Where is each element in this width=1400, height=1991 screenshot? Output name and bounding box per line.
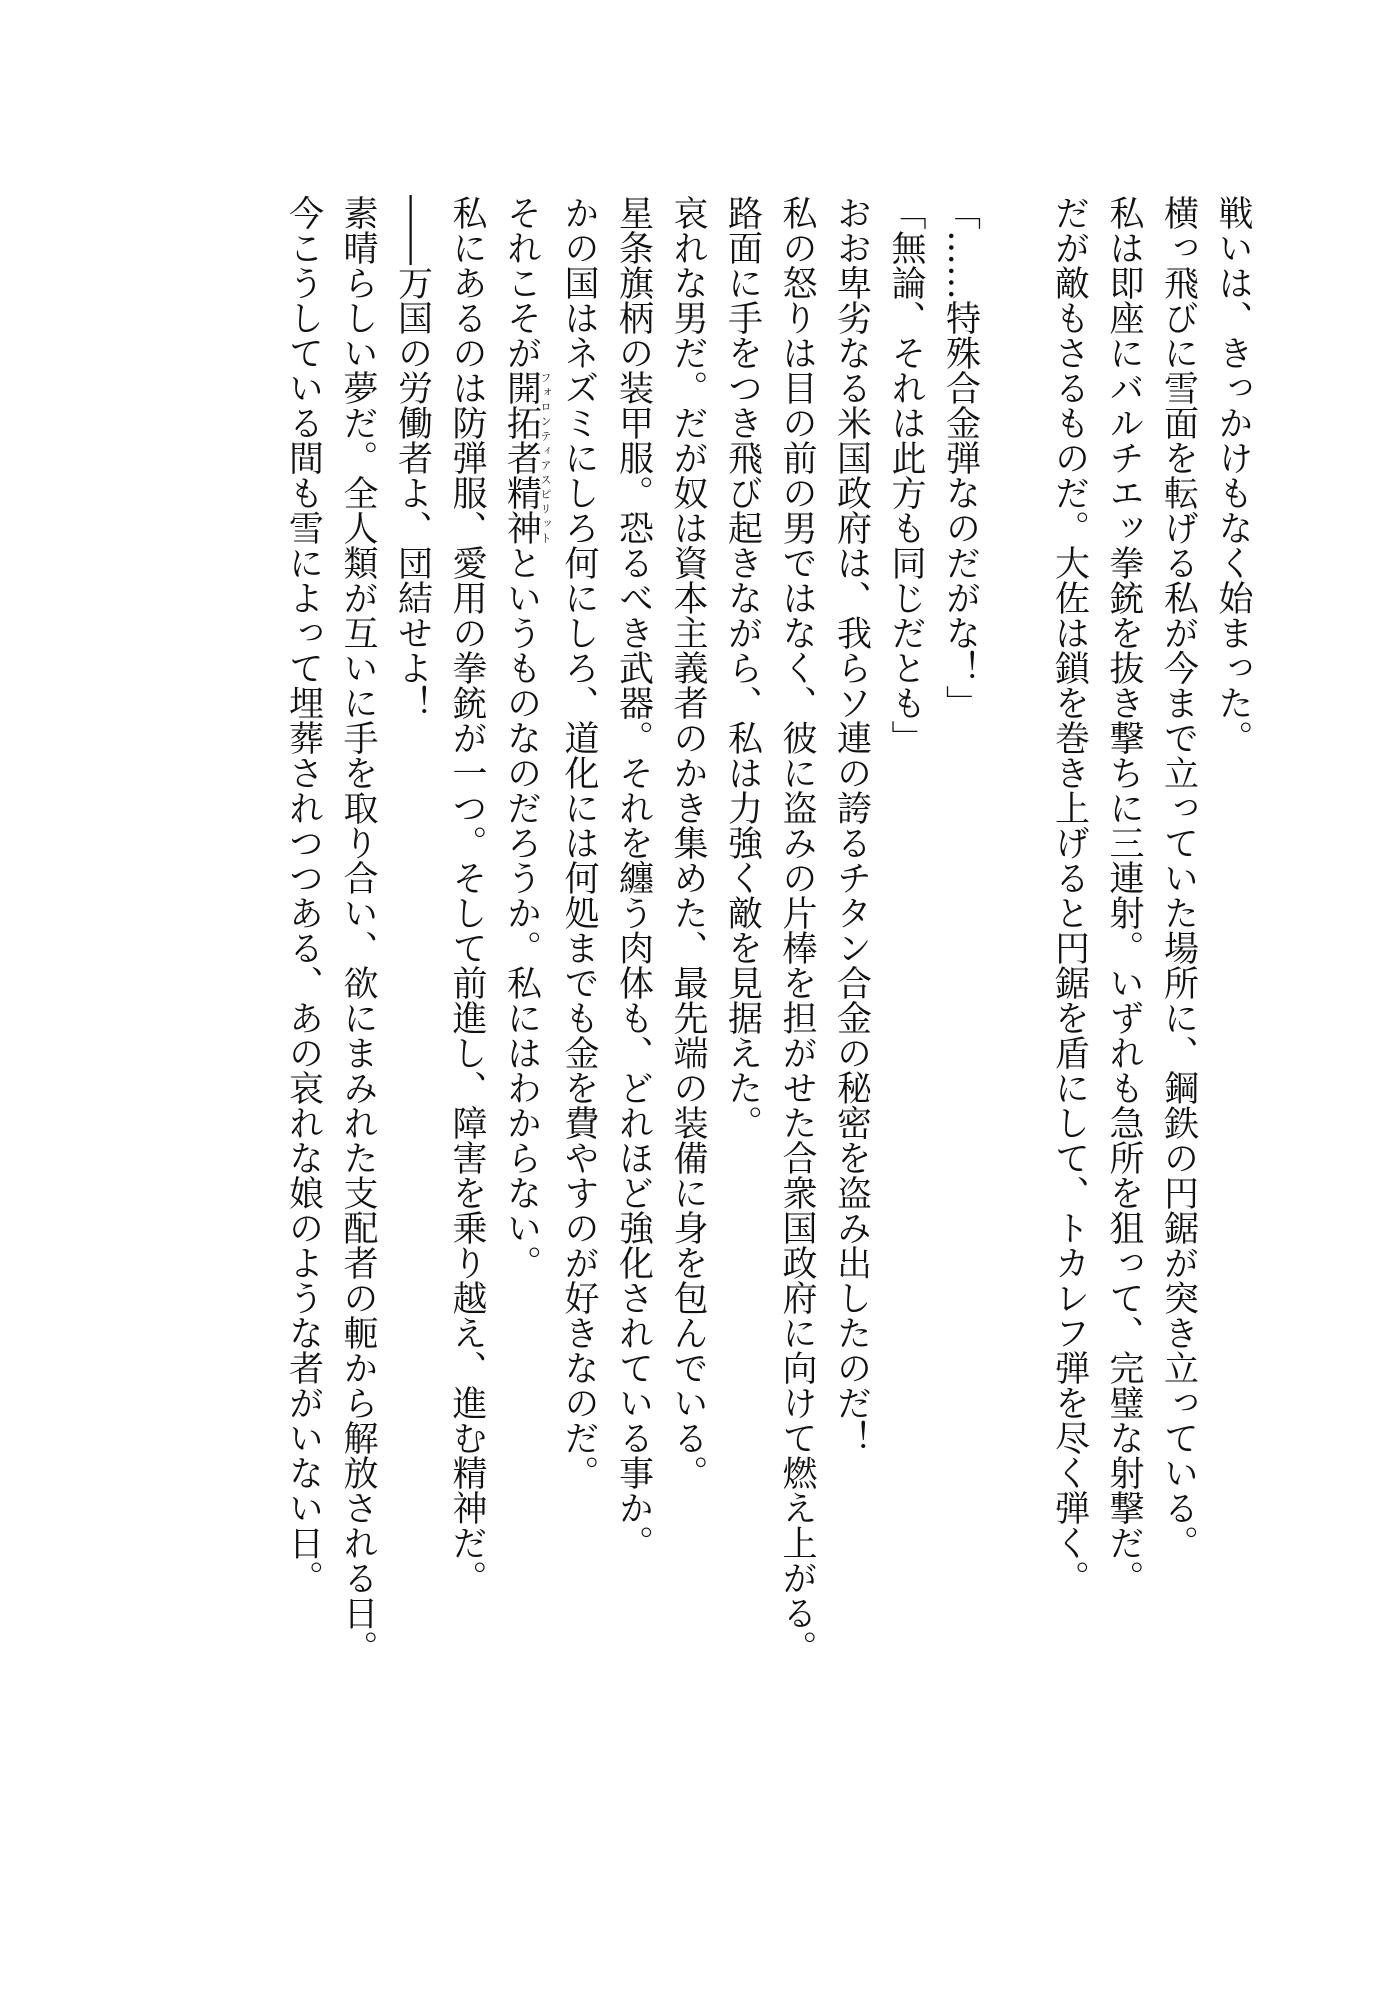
text-line-11-with-ruby: [494, 195, 552, 1775]
text-line-7: 路面に手をつき飛び起きながら、私は力強く敵を見据えた。: [722, 195, 763, 1140]
ruby-reading: フォロンティアスピリット: [539, 370, 552, 545]
text-line-14: 素晴らしい夢だ。全人類が互いに手を取り合い、欲にまみれた支配者の軛から解放される日。: [338, 195, 378, 1665]
text-line-10: かの国はネズミにしろ何にしろ、道化には何処までも金を費やすのが好きなのだ。: [559, 195, 599, 1490]
text-line-4: だが敵もさるものだ。大佐は鎖を巻き上げると円鋸を盾にして、トカレフ弾を尽く弾く。: [1049, 195, 1090, 1595]
text-line-13: ――万国の労働者よ、団結せよ！: [392, 195, 433, 720]
text-line-5: おお卑劣なる米国政府は、我らソ連の誇るチタン合金の秘密を盗み出したのだ！: [831, 195, 872, 1455]
text-line-9: 星条旗柄の装甲服。恐るべき武器。それを纏う肉体も、どれほど強化されている事か。: [613, 195, 654, 1560]
ruby-term: [501, 370, 552, 545]
dialogue-line-2: 「無論、それは此方も同じだとも」: [886, 195, 926, 755]
ruby-line-before: それこそが: [501, 195, 542, 370]
ruby-base: 開拓者精神: [501, 370, 542, 545]
vertical-text-block: [150, 195, 1260, 1775]
text-line-15: 今こうしている間も雪によって埋葬されつつある、あの哀れな娘のような者がいない日。: [283, 195, 324, 1595]
text-line-12: 私にあるのは防弾服、愛用の拳銃が一つ。そして前進し、障害を乗り越え、進む精神だ。: [447, 195, 487, 1595]
text-line-2: 横っ飛びに雪面を転げる私が今まで立っていた場所に、鋼鉄の円鋸が突き立っている。: [1158, 195, 1199, 1560]
ruby-line-after: というものなのだろうか。私にはわからない。: [501, 545, 542, 1280]
dialogue-line-1: 「……特殊合金弾なのだがな！」: [940, 195, 981, 720]
text-line-6: 私の怒りは目の前の男ではなく、彼に盗みの片棒を担がせた合衆国政府に向けて燃え上がる。: [777, 195, 817, 1665]
text-line-8: 哀れな男だ。だが奴は資本主義者のかき集めた、最先端の装備に身を包んでいる。: [668, 195, 708, 1490]
text-line-1: 戦いは、きっかけもなく始まった。: [1213, 195, 1253, 755]
text-line-3: 私は即座にバルチエッ拳銃を抜き撃ちに三連射。いずれも急所を狙って、完璧な射撃だ。: [1104, 195, 1144, 1595]
blank-line: [988, 195, 1043, 1775]
